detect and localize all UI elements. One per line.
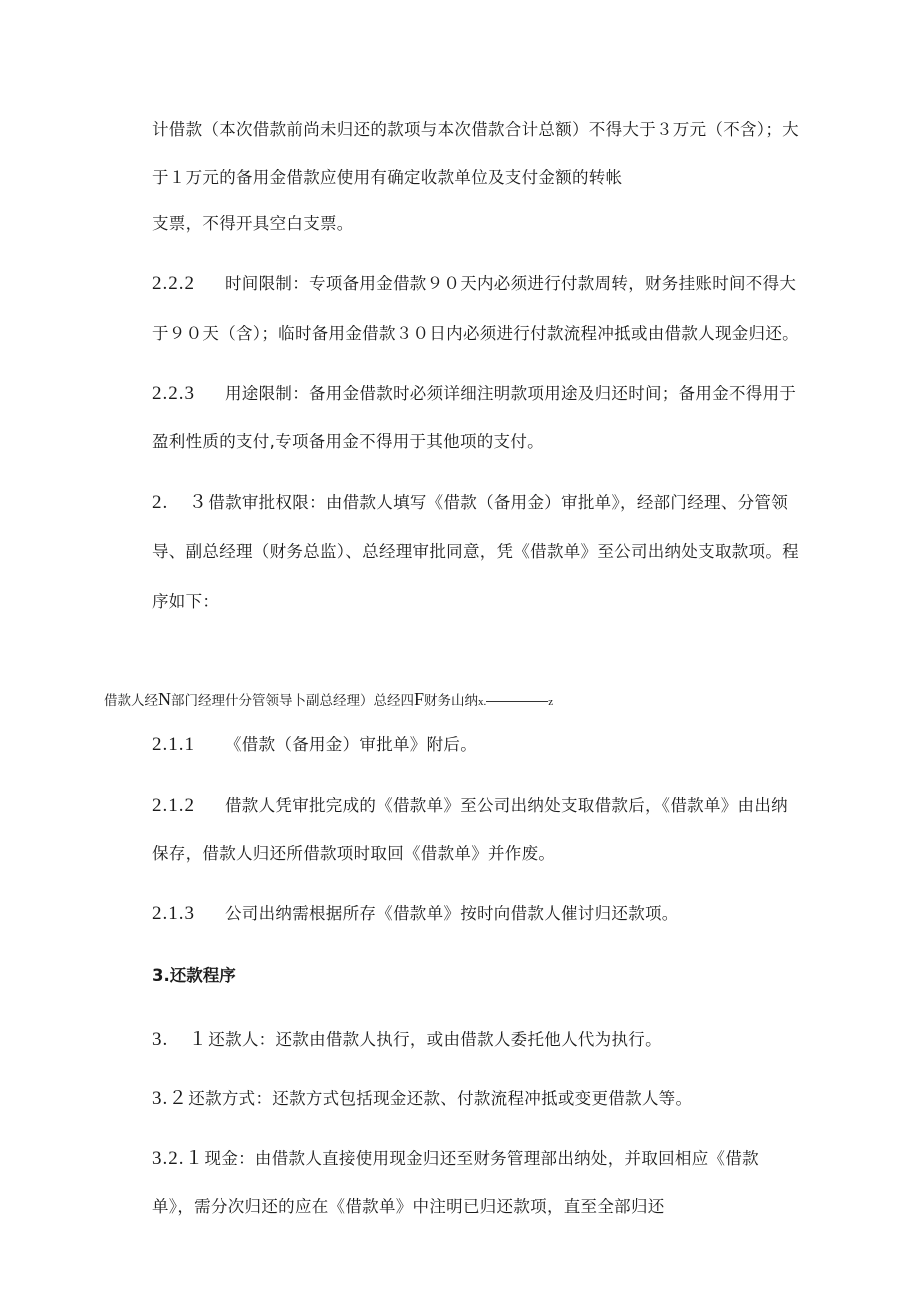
para-borrowing-limit-line2: 于１万元的备用金借款应使用有确定收款单位及支付金额的转帐: [152, 168, 623, 187]
section-text: 借款人凭审批完成的《借款单》至公司出纳处支取借款后，《借款单》由出纳: [225, 796, 788, 815]
section-number: 2. ３: [152, 492, 209, 513]
section-2-2-3-line2: 盈利性质的支付,专项备用金不得用于其他项的支付。: [152, 432, 544, 451]
section-text: 还款人：还款由借款人执行，或由借款人委托他人代为执行。: [208, 1030, 662, 1049]
section-3-2-1-line1: [152, 1147, 759, 1171]
approval-flow: [104, 689, 553, 712]
flow-arrow: F: [414, 689, 425, 709]
section-number: 2.1.1: [152, 734, 195, 755]
flow-underline: [486, 701, 548, 702]
section-number: 2.2.3: [152, 383, 195, 404]
section-2-3-line2: 导、副总经理（财务总监）、总经理审批同意，凭《借款单》至公司出纳处支取款项。程: [152, 542, 799, 561]
section-number: 3. １: [152, 1029, 209, 1050]
section-text: 公司出纳需根据所存《借款单》按时向借款人催讨归还款项。: [225, 904, 679, 923]
section-2-2-2-line1: [152, 272, 796, 296]
section-2-3-line3: 序如下：: [152, 592, 220, 611]
flow-mark: z: [548, 696, 554, 708]
section-2-1-2-line2: 保存，借款人归还所借款项时取回《借款单》并作废。: [152, 844, 556, 863]
section-2-1-3: [152, 902, 679, 926]
section-number: 3.2.１: [152, 1148, 205, 1169]
section-text: 《借款（备用金）审批单》附后。: [225, 735, 477, 754]
flow-part: 借款人经: [104, 693, 158, 709]
section-text: 借款审批权限：由借款人填写《借款（备用金）审批单》，经部门经理、分管领: [208, 493, 789, 512]
para-borrowing-limit-line1: 计借款（本次借款前尚未归还的款项与本次借款合计总额）不得大于３万元（不含）；大: [152, 120, 799, 139]
section-2-2-3-line1: [152, 382, 796, 406]
section-2-1-2-line1: [152, 794, 788, 818]
section-text: 用途限制：备用金借款时必须详细注明款项用途及归还时间；备用金不得用于: [225, 384, 797, 403]
section-3-1: [152, 1028, 662, 1052]
section-3-2-1-line2: 单》，需分次归还的应在《借款单》中注明已归还款项，直至全部归还: [152, 1197, 665, 1216]
section-3-2: [152, 1087, 692, 1111]
section-number: 2.1.3: [152, 903, 195, 924]
heading-repayment-procedure: 3.还款程序: [152, 966, 236, 985]
section-text: 还款方式：还款方式包括现金还款、付款流程冲抵或变更借款人等。: [188, 1089, 693, 1108]
section-text: 时间限制：专项备用金借款９０天内必须进行付款周转，财务挂账时间不得大: [225, 274, 797, 293]
section-2-3-line1: [152, 491, 788, 515]
section-number: 2.2.2: [152, 273, 195, 294]
section-text: 现金：由借款人直接使用现金归还至财务管理部出纳处，并取回相应《借款: [204, 1149, 759, 1168]
flow-part: 财务山纳: [424, 693, 479, 709]
section-2-1-1: [152, 733, 477, 757]
section-number: 2.1.2: [152, 795, 195, 816]
flow-arrow: N: [158, 689, 171, 709]
section-2-2-2-line2: 于９０天（含）；临时备用金借款３０日内必须进行付款流程冲抵或由借款人现金归还。: [152, 324, 799, 343]
section-number: 3.２: [152, 1088, 189, 1109]
flow-part: 部门经理什分管领导卜副总经理）总经四: [171, 693, 414, 709]
flow-mark: x.: [478, 696, 487, 708]
para-borrowing-limit-line3: 支票，不得开具空白支票。: [152, 214, 354, 233]
